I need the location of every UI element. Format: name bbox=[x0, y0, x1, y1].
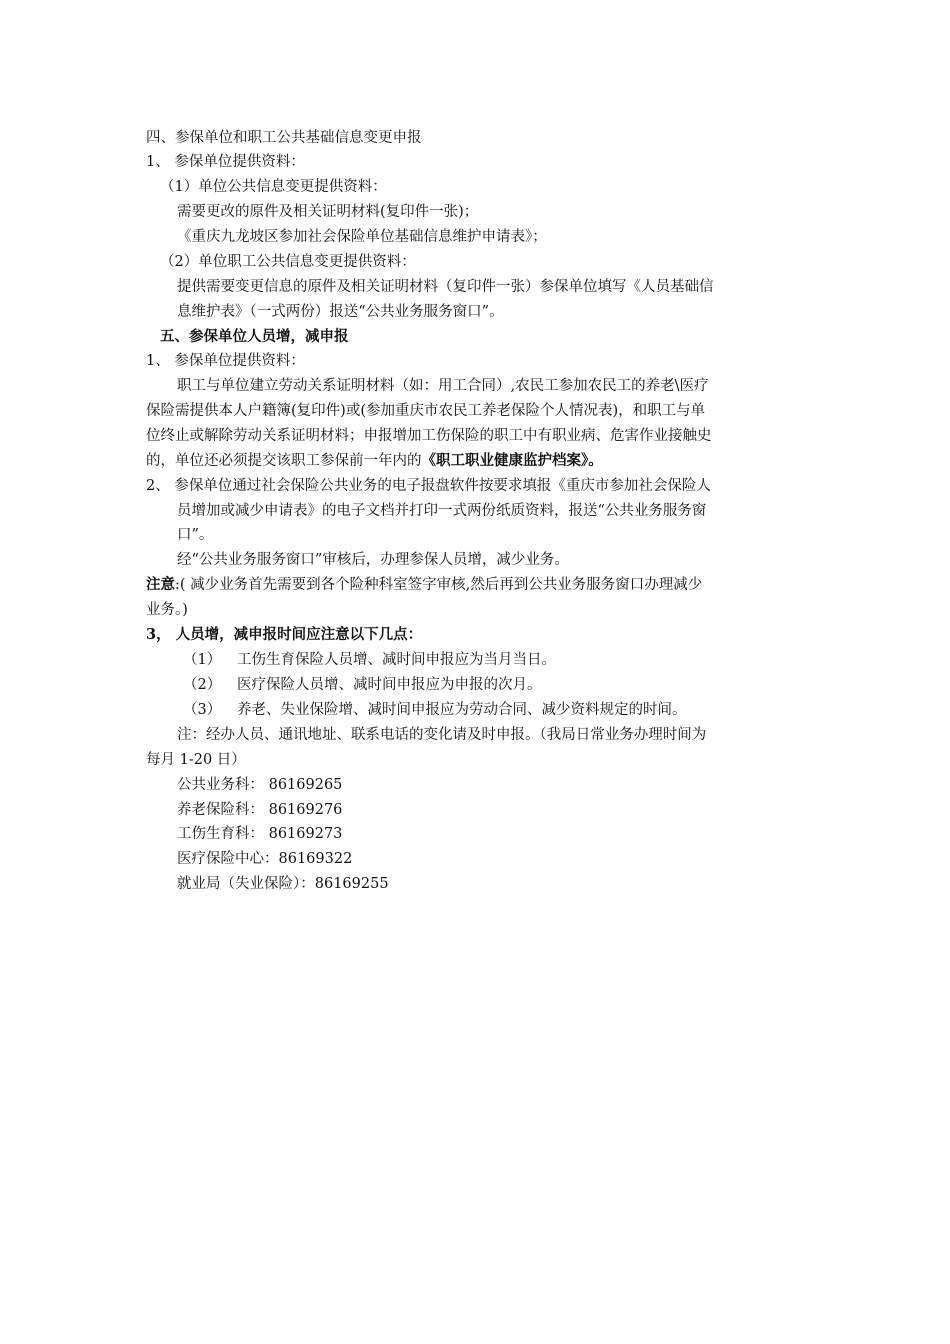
review-line: 经“公共业务服务窗口”审核后，办理参保人员增，减少业务。 bbox=[177, 552, 569, 568]
section-5-para-line-1: 职工与单位建立劳动关系证明材料（如：用工合同）,农民工参加农民工的养老\医疗 bbox=[177, 378, 709, 394]
section-5-item-1: 1、 参保单位提供资料： bbox=[146, 353, 305, 369]
section-4-heading: 四、参保单位和职工公共基础信息变更申报 bbox=[146, 130, 422, 146]
section-4-sub-1: （1）单位公共信息变更提供资料： bbox=[160, 179, 387, 195]
note-label: 注意 bbox=[146, 576, 175, 593]
contact-dept: 就业局（失业保险）： bbox=[177, 876, 315, 892]
contact-phone: 86169273 bbox=[268, 826, 343, 842]
contact-row bbox=[177, 822, 342, 846]
contact-row bbox=[177, 872, 389, 896]
point-1 bbox=[183, 648, 556, 672]
section-5-item-2-line-1: 2、 参保单位通过社会保险公共业务的电子报盘软件按要求填报《重庆市参加社会保险人 bbox=[146, 478, 711, 494]
section-4-item-1: 1、 参保单位提供资料： bbox=[146, 154, 305, 170]
point-num: （1） bbox=[183, 652, 222, 668]
contact-dept: 工伤生育科： bbox=[177, 826, 264, 842]
point-text: 工伤生育保险人员增、减时间申报应为当月当日。 bbox=[237, 652, 556, 668]
section-5-item-2-line-3: 口”。 bbox=[177, 527, 214, 543]
section-5-para-line-4 bbox=[146, 449, 603, 473]
contact-dept: 公共业务科： bbox=[177, 777, 264, 793]
contact-phone: 86169255 bbox=[314, 876, 389, 892]
section-5-item-2-line-2: 员增加或减少申请表》的电子文档并打印一式两份纸质资料，报送“公共业务服务窗 bbox=[177, 503, 707, 519]
contact-phone: 86169265 bbox=[268, 777, 343, 793]
point-3 bbox=[183, 698, 687, 722]
point-text: 医疗保险人员增、减时间申报应为申报的次月。 bbox=[237, 677, 542, 693]
point-num: （3） bbox=[183, 702, 222, 718]
point-2 bbox=[183, 673, 542, 697]
note-line-2: 业务。) bbox=[146, 602, 188, 618]
contact-phone: 86169276 bbox=[268, 802, 343, 818]
section-4-sub-2-line-2: 息维护表》（一式两份）报送“公共业务服务窗口”。 bbox=[177, 304, 504, 320]
section-5-para-line-3: 位终止或解除劳动关系证明材料；申报增加工伤保险的职工中有职业病、危害作业接触史 bbox=[146, 428, 712, 444]
contact-row bbox=[177, 773, 342, 797]
note-2-line-2: 每月 1-20 日） bbox=[146, 752, 246, 768]
section-5-item-3: 3， 人员增，减申报时间应注意以下几点： bbox=[146, 626, 423, 643]
contact-row bbox=[177, 798, 342, 822]
section-4-sub-1-line-2: 《重庆九龙坡区参加社会保险单位基础信息维护申请表》； bbox=[177, 229, 547, 245]
point-text: 养老、失业保险增、减时间申报应为劳动合同、减少资料规定的时间。 bbox=[237, 702, 687, 718]
contact-phone: 86169322 bbox=[278, 851, 353, 867]
note-text: :( 减少业务首先需要到各个险种科室签字审核,然后再到公共业务服务窗口办理减少 bbox=[175, 577, 703, 593]
section-5-heading: 五、参保单位人员增，减申报 bbox=[160, 328, 349, 345]
contact-row bbox=[177, 847, 352, 871]
note-2-line-1: 注：经办人员、通讯地址、联系电话的变化请及时申报。（我局日常业务办理时间为 bbox=[177, 727, 707, 743]
contact-dept: 养老保险科： bbox=[177, 802, 264, 818]
section-4-sub-1-line-1: 需要更改的原件及相关证明材料(复印件一张)； bbox=[177, 204, 479, 220]
point-num: （2） bbox=[183, 677, 222, 693]
section-4-sub-2: （2）单位职工公共信息变更提供资料： bbox=[160, 254, 416, 270]
health-archive-title: 《职工职业健康监护档案》。 bbox=[421, 452, 603, 469]
section-4-sub-2-line-1: 提供需要变更信息的原件及相关证明材料（复印件一张）参保单位填写《人员基础信 bbox=[177, 279, 714, 295]
note-line-1 bbox=[146, 573, 702, 597]
section-5-para-line-4-text: 的，单位还必须提交该职工参保前一年内的 bbox=[146, 453, 422, 469]
section-5-para-line-2: 保险需提供本人户籍簿(复印件)或(参加重庆市农民工养老保险个人情况表)，和职工与单 bbox=[146, 403, 706, 419]
contact-dept: 医疗保险中心： bbox=[177, 851, 279, 867]
